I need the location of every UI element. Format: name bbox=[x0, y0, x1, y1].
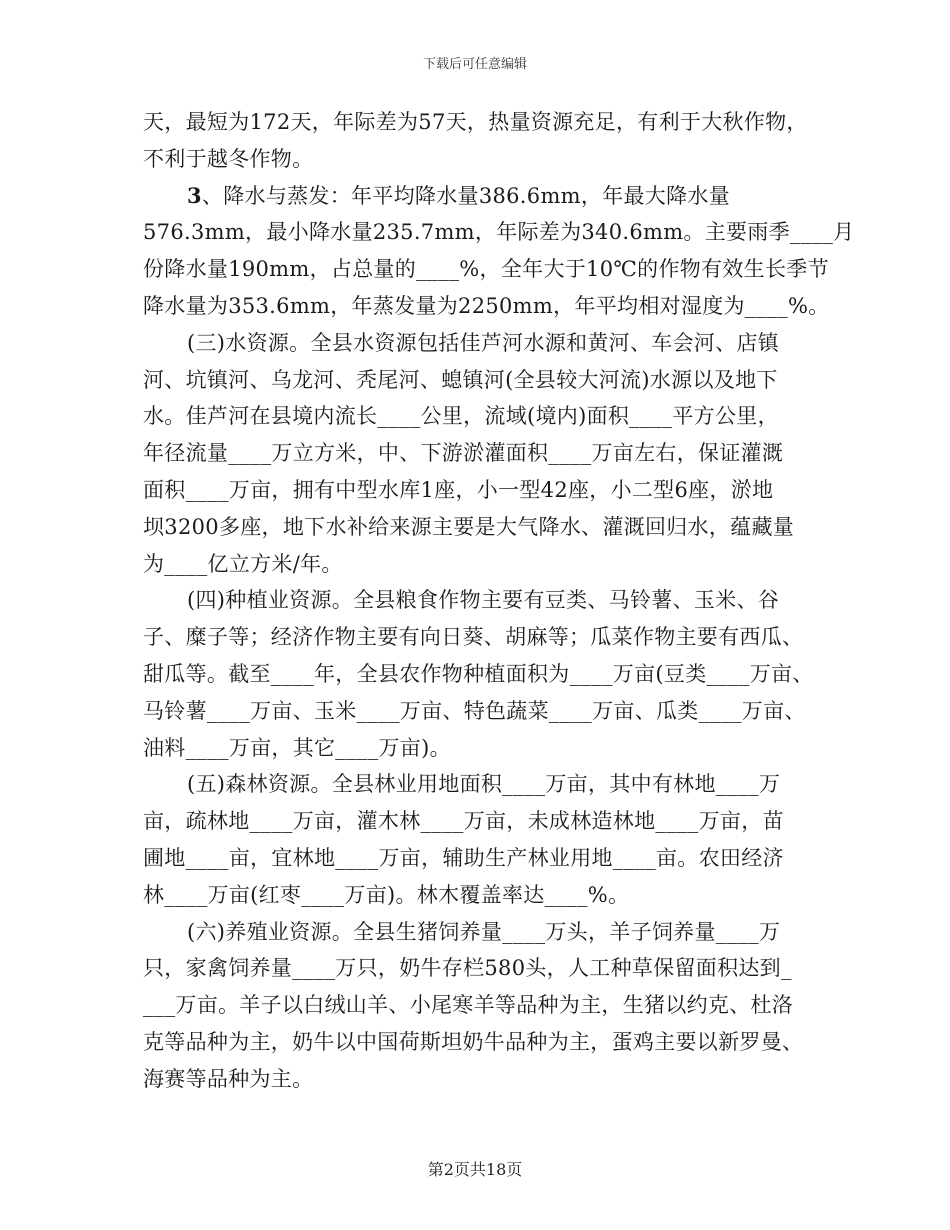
text-line: 年径流量____万立方米，中、下游淤灌面积____万亩左右，保证灌溉 bbox=[143, 441, 784, 466]
text-line: 水。佳芦河在县境内流长____公里，流域(境内)面积____平方公里， bbox=[143, 404, 779, 429]
paragraph-forest-resources bbox=[143, 766, 807, 913]
text-line: 天，最短为172天，年际差为57天，热量资源充足，有利于大秋作物， bbox=[143, 110, 808, 134]
text-line: 油料____万亩，其它____万亩)。 bbox=[143, 735, 451, 760]
text-line: 马铃薯____万亩、玉米____万亩、特色蔬菜____万亩、瓜类____万亩、 bbox=[143, 698, 806, 723]
text-line: 亩，疏林地____万亩，灌木林____万亩，未成林造林地____万亩，苗 bbox=[143, 809, 784, 834]
text-line: 为____亿立方米/年。 bbox=[143, 551, 343, 576]
text-line: 甜瓜等。截至____年，全县农作物种植面积为____万亩(豆类____万亩、 bbox=[143, 661, 814, 686]
text-line: (六)养殖业资源。全县生猪饲养量____万头，羊子饲养量____万 bbox=[187, 919, 781, 944]
section-number: 3 bbox=[187, 182, 202, 208]
text-line: 降水量为353.6mm，年蒸发量为2250mm，年平均相对湿度为____%。 bbox=[143, 293, 830, 318]
text-line: 只，家禽饲养量____万只，奶牛存栏580头，人工种草保留面积达到_ bbox=[143, 956, 792, 981]
paragraph-2 bbox=[143, 178, 855, 325]
text-line: (四)种植业资源。全县粮食作物主要有豆类、马铃薯、玉米、谷 bbox=[187, 588, 780, 613]
paragraph-1 bbox=[143, 104, 807, 178]
paragraph-water-resources bbox=[143, 325, 807, 583]
text-line: 海赛等品种为主。 bbox=[143, 1066, 314, 1091]
text-line: 576.3mm，最小降水量235.7mm，年际差为340.6mm。主要雨季____月 bbox=[143, 220, 855, 245]
text-line: (三)水资源。全县水资源包括佳芦河水源和黄河、车会河、店镇 bbox=[187, 330, 780, 355]
text-line: ___万亩。羊子以白绒山羊、小尾寒羊等品种为主，生猪以约克、杜洛 bbox=[143, 993, 794, 1018]
text-line: 不利于越冬作物。 bbox=[143, 146, 314, 171]
text-line: 面积____万亩，拥有中型水库1座，小一型42座，小二型6座，淤地 bbox=[143, 477, 774, 502]
text-line: 圃地____亩，宜林地____万亩，辅助生产林业用地____亩。农田经济 bbox=[143, 845, 784, 870]
page-header: 下载后可任意编辑 bbox=[422, 57, 527, 72]
paragraph-livestock-resources bbox=[143, 914, 807, 1098]
text-line: 河、坑镇河、乌龙河、秃尾河、螅镇河(全县较大河流)水源以及地下 bbox=[143, 367, 778, 392]
line-text: 、降水与蒸发：年平均降水量386.6mm，年最大降水量 bbox=[201, 183, 730, 208]
text-line bbox=[143, 178, 807, 215]
text-line: 子、糜子等；经济作物主要有向日葵、胡麻等；瓜菜作物主要有西瓜、 bbox=[143, 625, 804, 650]
text-line: 克等品种为主，奶牛以中国荷斯坦奶牛品种为主，蛋鸡主要以新罗曼、 bbox=[143, 1029, 804, 1054]
document-body bbox=[143, 104, 855, 1098]
paragraph-planting-resources bbox=[143, 582, 814, 766]
page-number: 第2页共18页 bbox=[427, 1160, 523, 1179]
text-line: 份降水量190mm，占总量的____%，全年大于10℃的作物有效生长季节 bbox=[143, 257, 829, 282]
text-line: (五)森林资源。全县林业用地面积____万亩，其中有林地____万 bbox=[187, 772, 781, 797]
text-line: 坝3200多座，地下水补给来源主要是大气降水、灌溉回归水，蕴藏量 bbox=[143, 514, 795, 539]
text-line: 林____万亩(红枣____万亩)。林木覆盖率达____%。 bbox=[143, 882, 630, 907]
